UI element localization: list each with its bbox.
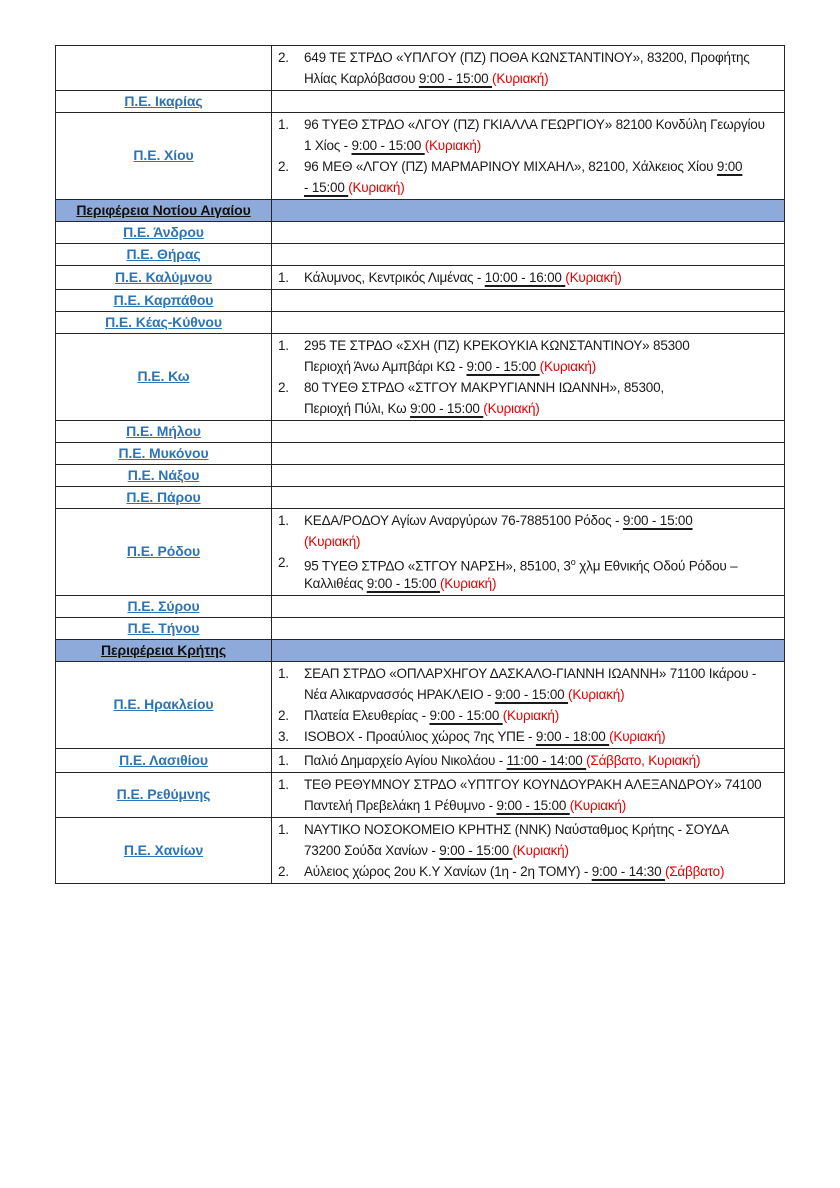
table-row — [56, 773, 785, 818]
day-label: (Κυριακή) — [568, 687, 625, 702]
region-cell — [56, 618, 272, 640]
location-text: Αύλειος χώρος 2ου Κ.Υ Χανίων (1η - 2η ΤΟΜΥ) - — [304, 864, 592, 879]
table-row — [56, 46, 785, 91]
locations-cell — [272, 640, 785, 662]
location-text: Καλλιθέας — [304, 576, 367, 591]
location-item — [278, 819, 780, 861]
region-cell — [56, 421, 272, 443]
day-label: (Κυριακή) — [424, 138, 482, 153]
item-number: 2. — [278, 380, 289, 395]
day-label: (Σάββατο) — [664, 864, 725, 879]
location-line — [304, 114, 780, 135]
location-item — [278, 156, 780, 198]
locations-cell — [272, 244, 785, 266]
location-line — [304, 750, 780, 771]
day-label: (Κυριακή) — [304, 534, 361, 549]
region-link[interactable]: Π.Ε. Σύρου — [127, 597, 200, 614]
location-text: 96 ΤΥΕΘ ΣΤΡΔΟ «ΛΓΟΥ (ΠΖ) ΓΚΙΑΛΛΑ ΓΕΩΡΓΙΟΥ» 82100 Κονδύλη Γεωργίου — [304, 117, 765, 132]
location-line — [304, 68, 780, 89]
time-range: 9:00 - 15:00 — [366, 576, 440, 591]
location-text: Παλιό Δημαρχείο Αγίου Νικολάου - — [304, 753, 507, 768]
location-line — [304, 663, 780, 684]
item-number: 1. — [278, 117, 289, 132]
table-row — [56, 334, 785, 421]
location-text: Κάλυμνος, Κεντρικός Λιμένας - — [304, 270, 485, 285]
day-label: (Κυριακή) — [609, 729, 666, 744]
location-text: ISOBOX - Προαύλιος χώρος 7ης ΥΠΕ - — [304, 729, 536, 744]
region-link[interactable]: Π.Ε. Καρπάθου — [113, 291, 214, 308]
location-line — [304, 705, 780, 726]
time-range: 9:00 - 15:00 — [418, 71, 493, 86]
day-label: (Κυριακή) — [512, 843, 569, 858]
time-range: 9:00 - 15:00 — [439, 843, 513, 858]
location-line — [304, 774, 780, 795]
time-range: 9:00 - 15:00 — [351, 138, 425, 153]
location-text: 95 ΤΥΕΘ ΣΤΡΔΟ «ΣΤΓΟΥ ΝΑΡΣΗ», 85100, 3 — [304, 558, 571, 574]
location-item — [278, 552, 780, 594]
location-line — [304, 531, 780, 552]
region-link[interactable]: Π.Ε. Ρόδου — [126, 543, 201, 559]
locations-cell — [272, 773, 785, 818]
table-row — [56, 222, 785, 244]
location-text: ΣΕΑΠ ΣΤΡΔΟ «ΟΠΛΑΡΧΗΓΟΥ ΔΑΣΚΑΛΟ-ΓΙΑΝΝΗ ΙΩΑΝΝΗ» 71100 Ικάρου - — [304, 666, 757, 681]
time-range: 9:00 - 15:00 — [496, 798, 570, 813]
region-cell — [56, 91, 272, 113]
item-number: 1. — [278, 777, 289, 792]
location-item — [278, 663, 780, 705]
region-cell — [56, 200, 272, 222]
location-item — [278, 114, 780, 156]
item-number: 2. — [278, 864, 289, 879]
table-row — [56, 443, 785, 465]
location-text: ΤΕΘ ΡΕΘΥΜΝΟΥ ΣΤΡΔΟ «ΥΠΤΓΟΥ ΚΟΥΝΔΟΥΡΑΚΗ ΑΛΕΞΑΝΔΡΟΥ» 74100 — [304, 777, 762, 792]
region-link[interactable]: Π.Ε. Άνδρου — [123, 223, 204, 240]
item-number: 3. — [278, 729, 289, 744]
day-label: (Κυριακή) — [565, 270, 622, 285]
region-link[interactable]: Π.Ε. Κω — [137, 368, 190, 384]
locations-cell — [272, 200, 785, 222]
region-cell — [56, 487, 272, 509]
table-row — [56, 312, 785, 334]
location-item — [278, 705, 780, 726]
day-label: (Κυριακή) — [539, 359, 596, 374]
item-number: 1. — [278, 513, 289, 528]
locations-cell — [272, 312, 785, 334]
region-link[interactable]: Π.Ε. Χίου — [133, 147, 194, 163]
location-item — [278, 335, 780, 377]
region-cell — [56, 773, 272, 818]
location-item — [278, 750, 780, 771]
locations-cell — [272, 749, 785, 773]
region-link[interactable]: Π.Ε. Μήλου — [126, 422, 201, 439]
locations-cell — [272, 509, 785, 596]
region-link[interactable]: Π.Ε. Νάξου — [127, 466, 200, 483]
item-number: 2. — [278, 708, 289, 723]
location-text: Πλατεία Ελευθερίας - — [304, 708, 430, 723]
time-range: 9:00 - 15:00 — [622, 513, 693, 528]
location-text: Νέα Αλικαρνασσός ΗΡΑΚΛΕΙΟ - — [304, 687, 495, 702]
region-link[interactable]: Π.Ε. Τήνου — [127, 619, 200, 636]
region-cell — [56, 443, 272, 465]
location-line — [304, 573, 780, 594]
region-cell — [56, 662, 272, 749]
location-text: 96 ΜΕΘ «ΛΓΟΥ (ΠΖ) ΜΑΡΜΑΡΙΝΟΥ ΜΙΧΑΗΛ», 82100, Χάλκειος Χίου — [304, 159, 717, 174]
day-label: (Κυριακή) — [439, 576, 497, 591]
item-number: 2. — [278, 159, 289, 174]
table-row — [56, 421, 785, 443]
locations-cell — [272, 662, 785, 749]
location-item — [278, 774, 780, 816]
location-line — [304, 267, 780, 288]
region-cell — [56, 509, 272, 596]
region-link[interactable]: Π.Ε. Λασιθίου — [119, 751, 208, 768]
location-line — [304, 177, 780, 198]
table-row — [56, 818, 785, 884]
region-link[interactable]: Π.Ε. Κέας-Κύθνου — [105, 313, 222, 330]
region-cell — [56, 222, 272, 244]
region-link[interactable]: Π.Ε. Καλύμνου — [115, 268, 212, 285]
time-range: 10:00 - 16:00 — [484, 270, 566, 285]
day-label: (Κυριακή) — [492, 71, 549, 86]
locations-cell — [272, 421, 785, 443]
locations-cell — [272, 443, 785, 465]
region-link[interactable]: Π.Ε. Θήρας — [126, 245, 201, 262]
region-cell — [56, 640, 272, 662]
time-range: 9:00 - 15:00 — [466, 359, 540, 374]
region-link[interactable]: Π.Ε. Χανίων — [123, 841, 204, 858]
location-item — [278, 267, 780, 288]
locations-cell — [272, 290, 785, 312]
location-text: 295 ΤΕ ΣΤΡΔΟ «ΣΧΗ (ΠΖ) ΚΡΕΚΟΥΚΙΑ ΚΩΝΣΤΑΝΤΙΝΟΥ» 85300 — [304, 338, 690, 353]
section-title: Περιφέρεια Κρήτης — [100, 641, 227, 658]
location-text: ΝΑΥΤΙΚΟ ΝΟΣΟΚΟΜΕΙΟ ΚΡΗΤΗΣ (ΝΝΚ) Ναύσταθμος Κρήτης - ΣΟΥΔΑ — [304, 822, 729, 837]
region-cell — [56, 244, 272, 266]
location-line — [304, 840, 780, 861]
day-label: (Κυριακή) — [483, 401, 540, 416]
location-text: 1 Χίος - — [304, 138, 352, 153]
locations-cell — [272, 596, 785, 618]
table-row — [56, 596, 785, 618]
locations-cell — [272, 465, 785, 487]
region-cell — [56, 596, 272, 618]
section-header-row — [56, 640, 785, 662]
locations-cell — [272, 46, 785, 91]
region-link[interactable]: Π.Ε. Ικαρίας — [124, 92, 203, 109]
location-line — [304, 356, 780, 377]
time-range: 9:00 - 14:30 — [591, 864, 665, 879]
time-range: 9:00 — [716, 159, 743, 174]
location-line — [304, 861, 780, 882]
table-row — [56, 662, 785, 749]
region-link[interactable]: Π.Ε. Μυκόνου — [118, 444, 209, 461]
locations-cell — [272, 91, 785, 113]
table-row — [56, 509, 785, 596]
location-line — [304, 684, 780, 705]
item-number: 2. — [278, 555, 289, 570]
item-number: 2. — [278, 50, 289, 65]
locations-cell — [272, 487, 785, 509]
location-text: Περιοχή Πύλι, Κω — [304, 401, 411, 416]
region-cell — [56, 818, 272, 884]
location-text: ΚΕΔΑ/ΡΟΔΟΥ Αγίων Αναργύρων 76-7885100 Ρόδος - — [304, 513, 623, 528]
table-row — [56, 618, 785, 640]
location-item — [278, 377, 780, 419]
item-number: 1. — [278, 338, 289, 353]
location-line — [304, 552, 780, 573]
location-line — [304, 398, 780, 419]
location-line — [304, 47, 780, 68]
locations-cell — [272, 222, 785, 244]
location-item — [278, 47, 780, 89]
locations-cell — [272, 113, 785, 200]
region-link[interactable]: Π.Ε. Πάρου — [126, 488, 201, 505]
region-cell — [56, 334, 272, 421]
region-cell — [56, 290, 272, 312]
time-range: 9:00 - 15:00 — [429, 708, 503, 723]
location-text: 80 ΤΥΕΘ ΣΤΡΔΟ «ΣΤΓΟΥ ΜΑΚΡΥΓΙΑΝΝΗ ΙΩΑΝΝΗ», 85300, — [304, 380, 664, 395]
location-line — [304, 510, 780, 531]
location-line — [304, 335, 780, 356]
location-line — [304, 726, 780, 747]
item-number: 1. — [278, 270, 289, 285]
table-row — [56, 113, 785, 200]
region-link[interactable]: Π.Ε. Ρεθύμνης — [116, 786, 211, 802]
item-number: 1. — [278, 822, 289, 837]
region-cell — [56, 46, 272, 91]
table-row — [56, 290, 785, 312]
day-label: (Σάββατο, Κυριακή) — [586, 753, 701, 768]
location-line — [304, 377, 780, 398]
location-text: Περιοχή Άνω Αμπβάρι ΚΩ - — [304, 359, 467, 374]
location-text: 73200 Σούδα Χανίων - — [304, 843, 440, 858]
location-item — [278, 726, 780, 747]
section-header-row — [56, 200, 785, 222]
location-line — [304, 135, 780, 156]
location-text: 649 ΤΕ ΣΤΡΔΟ «ΥΠΛΓΟΥ (ΠΖ) ΠΟΘΑ ΚΩΝΣΤΑΝΤΙΝΟΥ», 83200, Προφήτης — [304, 50, 750, 65]
item-number: 1. — [278, 666, 289, 681]
time-range: - 15:00 — [304, 180, 349, 195]
location-text: Παντελή Πρεβελάκη 1 Ρέθυμνο - — [304, 798, 497, 813]
locations-cell — [272, 266, 785, 290]
day-label: (Κυριακή) — [348, 180, 405, 195]
location-item — [278, 510, 780, 552]
location-text: ο — [570, 557, 576, 567]
table-body — [56, 46, 785, 884]
region-link[interactable]: Π.Ε. Ηρακλείου — [113, 696, 214, 712]
location-line — [304, 156, 780, 177]
section-title: Περιφέρεια Νοτίου Αιγαίου — [76, 201, 251, 218]
region-cell — [56, 113, 272, 200]
day-label: (Κυριακή) — [502, 708, 560, 723]
region-cell — [56, 749, 272, 773]
time-range: 9:00 - 15:00 — [494, 687, 569, 702]
time-range: 11:00 - 14:00 — [506, 753, 587, 768]
table-row — [56, 244, 785, 266]
table-row — [56, 465, 785, 487]
locations-cell — [272, 818, 785, 884]
table-row — [56, 487, 785, 509]
table-row — [56, 749, 785, 773]
region-cell — [56, 312, 272, 334]
table-row — [56, 91, 785, 113]
item-number: 1. — [278, 753, 289, 768]
distribution-table — [55, 45, 785, 884]
location-item — [278, 861, 780, 882]
location-line — [304, 819, 780, 840]
region-cell — [56, 465, 272, 487]
location-text: Ηλίας Καρλόβασου — [304, 71, 419, 86]
day-label: (Κυριακή) — [569, 798, 627, 813]
time-range: 9:00 - 18:00 — [535, 729, 610, 744]
location-text: χλμ Εθνικής Οδού Ρόδου – — [575, 558, 738, 574]
table-row — [56, 266, 785, 290]
locations-cell — [272, 334, 785, 421]
location-line — [304, 795, 780, 816]
region-cell — [56, 266, 272, 290]
locations-cell — [272, 618, 785, 640]
time-range: 9:00 - 15:00 — [410, 401, 484, 416]
